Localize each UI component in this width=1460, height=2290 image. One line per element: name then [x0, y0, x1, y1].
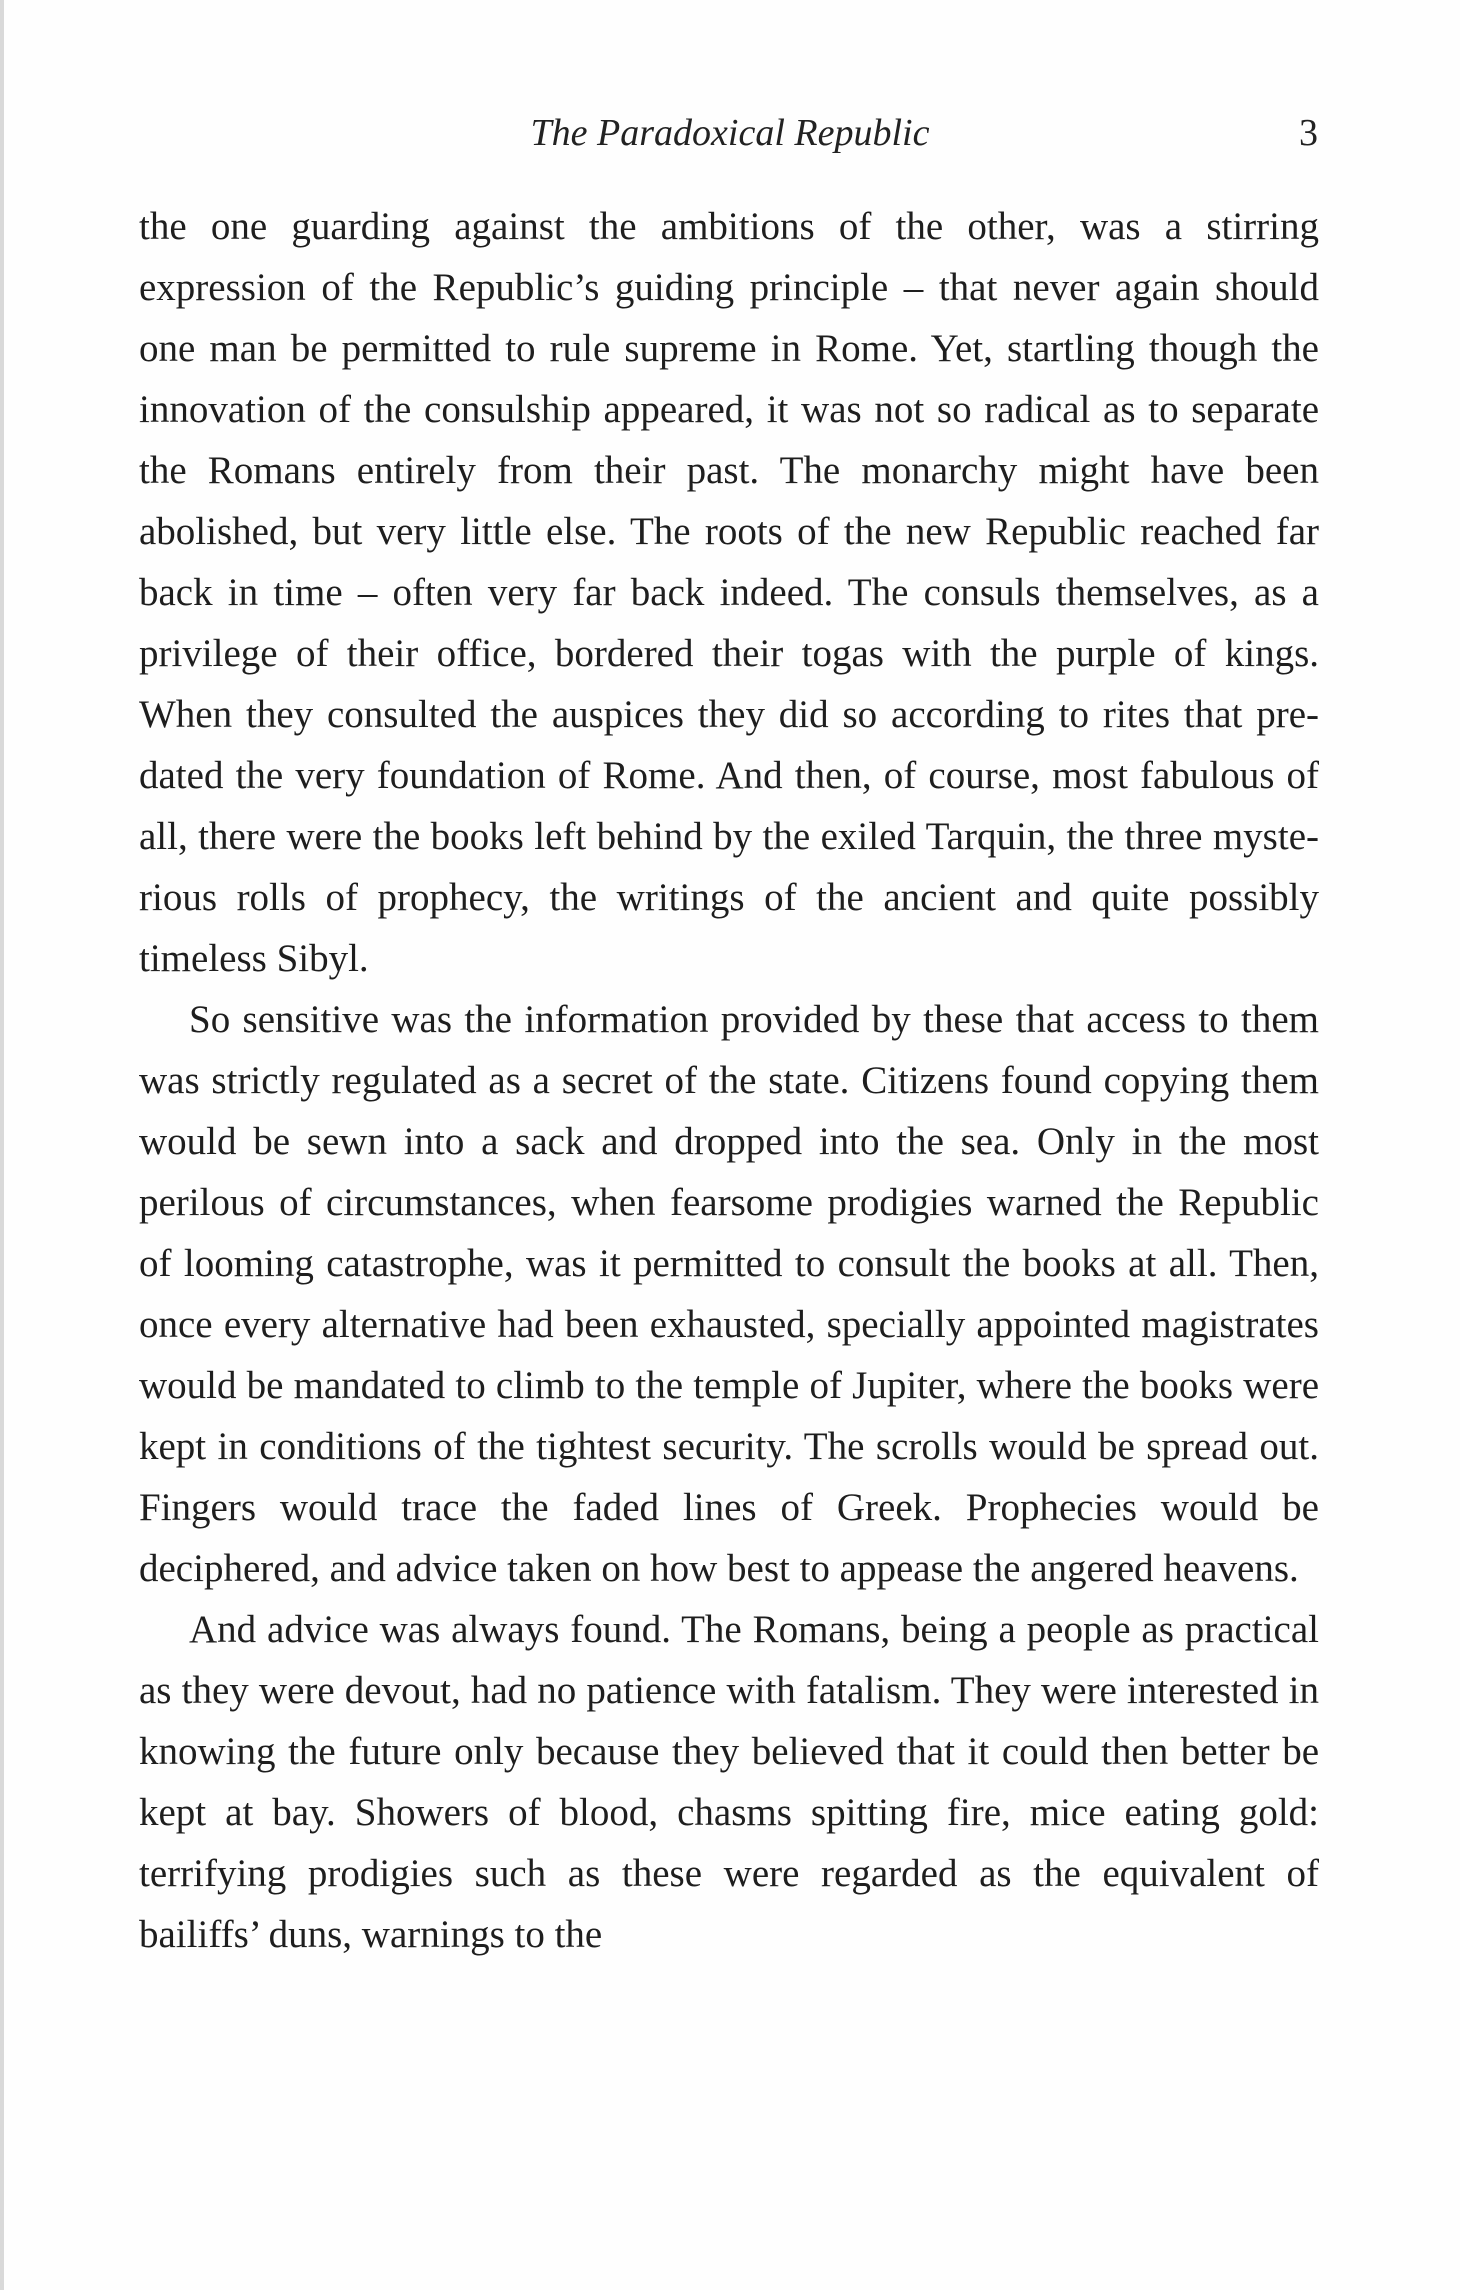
running-head	[0, 108, 1460, 158]
body-text	[139, 196, 1319, 1965]
paragraph-advice: And advice was always found. The Romans, being a people as practical as they were devout, had no patience with fatalism. They were interested in knowing the future only because they believed that it could then better be kept at bay. Showers of blood, chasms spitting fire, mice eating gold: terrifying prodigies such as these were regarded as the equivalent of bailiffs’ duns, warnings to the	[139, 1608, 1319, 1956]
paragraph-continued: the one guarding against the ambitions of the other, was a stirring expression of the Republic’s guiding principle – that never again should one man be permitted to rule supreme in Rome. Yet, startling though the innovation of the consulship appeared, it was not so radical as to separate the Romans entirely from their past. The monarchy might have been abolished, but very little else. The roots of the new Republic reached far back in time – often very far back indeed. The consuls themselves, as a privilege of their office, bordered their togas with the purple of kings. When they consulted the auspices they did so according to rites that pre-dated the very foundation of Rome. And then, of course, most fabulous of all, there were the books left behind by the exiled Tarquin, the three mysterious rolls of prophecy, the writings of the ancient and quite possibly timeless Sibyl.	[139, 205, 1319, 980]
page-number: 3	[1299, 112, 1318, 154]
paragraph-sibylline-books: So sensitive was the information provided by these that access to them was strictly regulated as a secret of the state. Citizens found copying them would be sewn into a sack and dropped into the sea. Only in the most perilous of circumstances, when fearsome prodigies warned the Republic of looming catastrophe, was it permitted to consult the books at all. Then, once every alternative had been exhausted, specially appointed magistrates would be mandated to climb to the temple of Jupiter, where the books were kept in conditions of the tightest security. The scrolls would be spread out. Fingers would trace the faded lines of Greek. Prophecies would be deciphered, and advice taken on how best to appease the angered heavens.	[139, 998, 1319, 1590]
running-title: The Paradoxical Republic	[530, 112, 930, 154]
page-edge-shadow	[0, 0, 4, 2290]
